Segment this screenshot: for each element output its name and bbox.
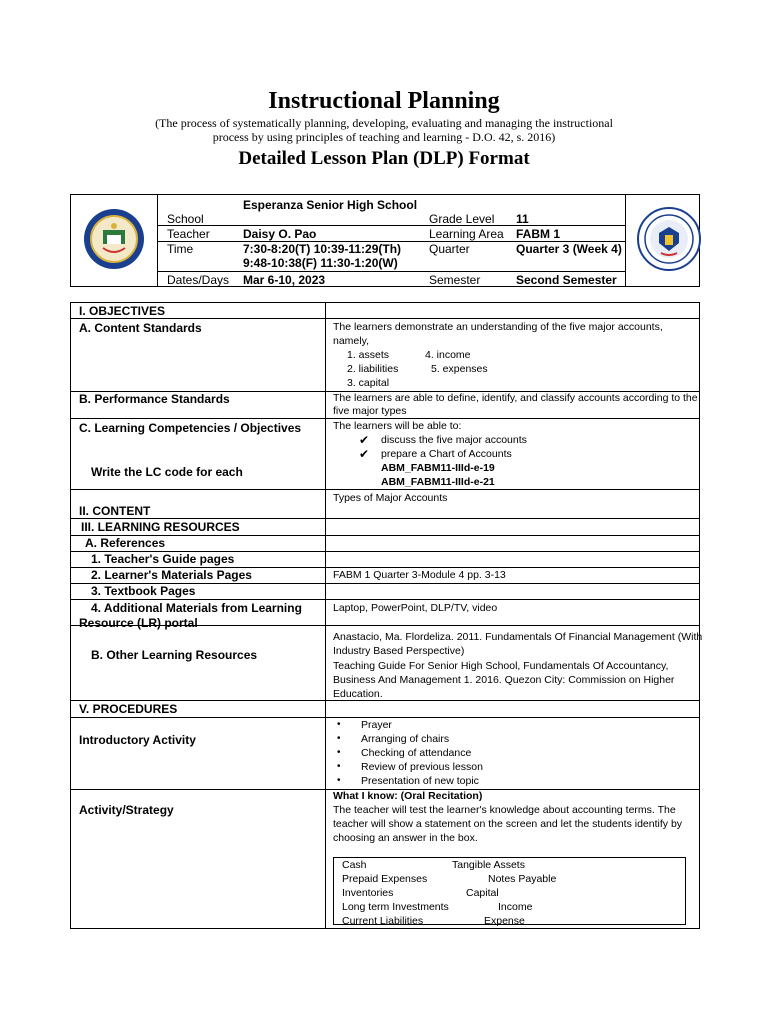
- quarter-value: Quarter 3 (Week 4): [516, 242, 622, 256]
- lc-code-label: Write the LC code for each: [91, 465, 243, 479]
- choice-left-2: Prepaid Expenses: [342, 873, 428, 885]
- performance-text-1: The learners are able to define, identify, and classify accounts according to the: [333, 392, 698, 404]
- performance-text-2: five major types: [333, 405, 407, 417]
- other-resources-text-4: Business And Management 1. 2016. Quezon City: Commission on Higher: [333, 674, 675, 686]
- additional-materials-label-1: 4. Additional Materials from Learning: [91, 601, 302, 615]
- intro-item-3: Checking of attendance: [361, 747, 472, 759]
- introductory-activity-label: Introductory Activity: [79, 733, 196, 747]
- performance-standards-label: B. Performance Standards: [79, 392, 230, 406]
- choice-left-5: Current Liabilities: [342, 915, 424, 927]
- account-capital: 3. capital: [347, 377, 390, 389]
- school-value: Esperanza Senior High School: [243, 198, 418, 212]
- competency-1: discuss the five major accounts: [381, 434, 527, 446]
- semester-label: Semester: [429, 273, 481, 287]
- references-label: A. References: [85, 536, 166, 550]
- check-icon: ✔: [359, 433, 370, 447]
- intro-item-5: Presentation of new topic: [361, 775, 479, 787]
- subtitle-line-1: (The process of systematically planning, developing, evaluating and managing the instructional: [155, 116, 613, 130]
- department-of-education-seal-icon: [637, 207, 701, 271]
- teacher-value: Daisy O. Pao: [243, 227, 317, 241]
- competency-2: prepare a Chart of Accounts: [381, 448, 512, 460]
- dlp-format-title: Detailed Lesson Plan (DLP) Format: [238, 148, 530, 169]
- learning-area-label: Learning Area: [429, 227, 504, 241]
- intro-item-1: Prayer: [361, 719, 392, 731]
- content-standards-text-2: namely,: [333, 335, 369, 347]
- lc-code-2: ABM_FABM11-IIId-e-21: [381, 476, 495, 488]
- choice-left-3: Inventories: [342, 887, 394, 899]
- learners-materials-label: 2. Learner's Materials Pages: [91, 568, 252, 582]
- account-income: 4. income: [425, 349, 471, 361]
- quarter-label: Quarter: [429, 242, 470, 256]
- activity-heading: What I know: (Oral Recitation): [333, 790, 483, 802]
- choice-right-1: Tangible Assets: [452, 859, 525, 871]
- other-resources-text-3: Teaching Guide For Senior High School, Fundamentals Of Accountancy,: [333, 660, 669, 672]
- teachers-guide-label: 1. Teacher's Guide pages: [91, 552, 235, 566]
- choice-right-4: Income: [498, 901, 533, 913]
- intro-item-2: Arranging of chairs: [361, 733, 450, 745]
- activity-strategy-label: Activity/Strategy: [79, 803, 174, 817]
- bullet-icon: •: [337, 775, 341, 786]
- learning-competencies-label: C. Learning Competencies / Objectives: [79, 421, 302, 435]
- school-seal-icon: [83, 208, 145, 270]
- textbook-pages-label: 3. Textbook Pages: [91, 584, 196, 598]
- bullet-icon: •: [337, 761, 341, 772]
- lc-code-1: ABM_FABM11-IIId-e-19: [381, 462, 495, 474]
- additional-materials-label-2: Resource (LR) portal: [79, 616, 198, 630]
- choice-right-2: Notes Payable: [488, 873, 557, 885]
- competencies-intro: The learners will be able to:: [333, 420, 462, 432]
- content-text: Types of Major Accounts: [333, 492, 448, 504]
- learning-resources-heading: III. LEARNING RESOURCES: [81, 520, 240, 534]
- grade-level-value: 11: [516, 212, 529, 226]
- additional-materials-text: Laptop, PowerPoint, DLP/TV, video: [333, 602, 498, 614]
- choice-left-1: Cash: [342, 859, 367, 871]
- lesson-plan-table: [70, 302, 703, 929]
- account-assets: 1. assets: [347, 349, 390, 361]
- dates-label: Dates/Days: [167, 273, 230, 287]
- time-label: Time: [167, 242, 194, 256]
- teacher-label: Teacher: [167, 227, 210, 241]
- dates-value: Mar 6-10, 2023: [243, 273, 326, 287]
- bullet-icon: •: [337, 747, 341, 758]
- intro-item-4: Review of previous lesson: [361, 761, 483, 773]
- choice-left-4: Long term Investments: [342, 901, 449, 913]
- bullet-icon: •: [337, 733, 341, 744]
- learning-area-value: FABM 1: [516, 227, 561, 241]
- answer-choices-box: [333, 857, 686, 925]
- procedures-heading: V. PROCEDURES: [79, 702, 178, 716]
- main-title: Instructional Planning: [268, 88, 500, 114]
- check-icon: ✔: [359, 447, 370, 461]
- time-value-2: 9:48-10:38(F) 11:30-1:20(W): [243, 256, 398, 270]
- activity-text-2: teacher will show a statement on the screen and let the students identify by: [333, 818, 683, 830]
- semester-value: Second Semester: [516, 273, 617, 287]
- other-resources-label: B. Other Learning Resources: [91, 648, 258, 662]
- header-info-box: [70, 194, 700, 287]
- choice-right-5: Expense: [484, 915, 525, 927]
- content-standards-text-1: The learners demonstrate an understanding of the five major accounts,: [333, 321, 663, 333]
- learners-materials-text: FABM 1 Quarter 3-Module 4 pp. 3-13: [333, 569, 506, 581]
- content-standards-label: A. Content Standards: [79, 321, 202, 335]
- other-resources-text-1: Anastacio, Ma. Flordeliza. 2011. Fundamentals Of Financial Management (With: [333, 631, 703, 643]
- choice-right-3: Capital: [466, 887, 499, 899]
- grade-level-label: Grade Level: [429, 212, 495, 226]
- account-expenses: 5. expenses: [431, 363, 488, 375]
- subtitle-line-2: process by using principles of teaching and learning - D.O. 42, s. 2016): [212, 130, 556, 144]
- account-liabilities: 2. liabilities: [347, 363, 399, 375]
- time-value-1: 7:30-8:20(T) 10:39-11:29(Th): [243, 242, 402, 256]
- school-label: School: [167, 212, 204, 226]
- objectives-heading: I. OBJECTIVES: [79, 304, 166, 318]
- activity-text-1: The teacher will test the learner's knowledge about accounting terms. The: [333, 804, 676, 816]
- bullet-icon: •: [337, 719, 341, 730]
- activity-text-3: choosing an answer in the box.: [333, 832, 478, 844]
- other-resources-text-2: Industry Based Perspective): [333, 645, 465, 657]
- other-resources-text-5: Education.: [333, 688, 383, 700]
- content-heading: II. CONTENT: [79, 504, 151, 518]
